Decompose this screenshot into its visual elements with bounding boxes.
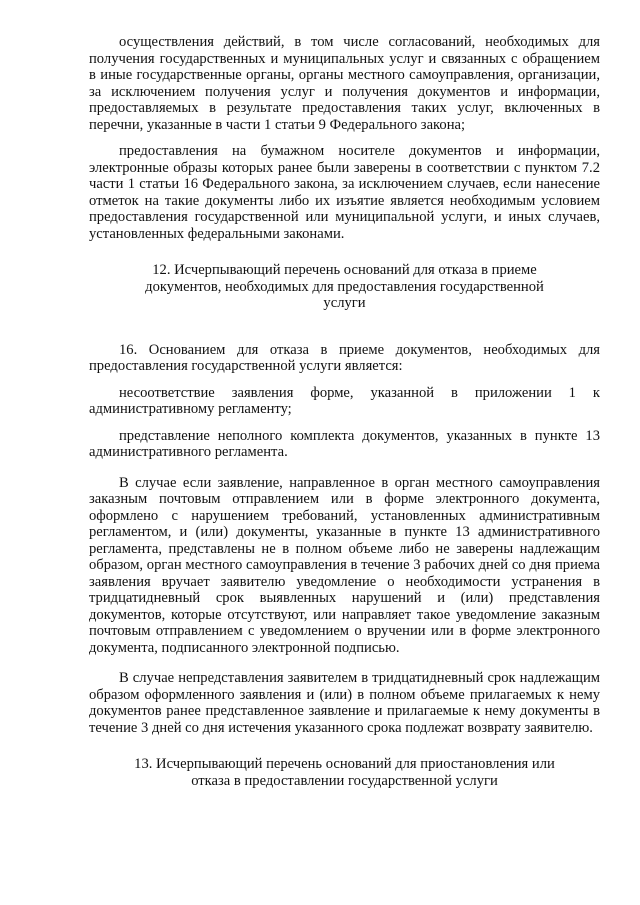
paragraph-continuation: осуществления действий, в том числе согласований, необходимых для получения государственных и муниципальных услуг и связанных с обращением в иные государственные органы, органы местного самоуправления, организации, за исключением получения услуг и получения документов и информации, предоставляемых в результате предоставления таких услуг, включенных в перечни, указанные в части 1 статьи 9 Федерального закона;	[89, 34, 600, 133]
paragraph-notification: В случае если заявление, направленное в орган местного самоуправления заказным почтовым отправлением или в форме электронного документа, оформлено с нарушением требований, установленных административным регламентом, и (или) документы, указанные в пункте 13 административного регламента, представлены не в полном объеме либо не заверены надлежащим образом, орган местного самоуправления в течение 3 рабочих дней со дня приема заявления вручает заявителю уведомление о необходимости устранения в тридцатидневный срок выявленных нарушений и (или) представления документов, которые отсутствуют, или направляет такое уведомление заказным почтовым отправлением с уведомлением о вручении или в форме электронного документа, подписанного электронной подписью.	[89, 474, 600, 656]
paragraph-16-item-incomplete: представление неполного комплекта документов, указанных в пункте 13 административного регламента.	[89, 427, 600, 460]
paragraph-16-item-form: несоответствие заявления форме, указанной в приложении 1 к административному регламенту;	[89, 384, 600, 417]
paragraph-return: В случае непредставления заявителем в тридцатидневный срок надлежащим образом оформленного заявления и (или) в полном объеме прилагаемых к нему документов ранее представленное заявление и прилагаемые к нему документы в течение 3 дней со дня истечения указанного срока подлежат возврату заявителю.	[89, 670, 600, 736]
paragraph-16: 16. Основанием для отказа в приеме документов, необходимых для предоставления государственной услуги является:	[89, 341, 600, 374]
section-heading-12: 12. Исчерпывающий перечень оснований для отказа в приеме документов, необходимых для предоставления государственной услуги	[145, 262, 544, 311]
section-heading-13: 13. Исчерпывающий перечень оснований для приостановления или отказа в предоставлении государственной услуги	[134, 756, 555, 789]
paragraph-paper-documents: предоставления на бумажном носителе документов и информации, электронные образы которых ранее были заверены в соответствии с пунктом 7.2 части 1 статьи 16 Федерального закона, за исключением случаев, если нанесение отметок на такие документы либо их изъятие является необходимым условием предоставления государственной или муниципальной услуги, и иных случаев, установленных федеральными законами.	[89, 143, 600, 242]
